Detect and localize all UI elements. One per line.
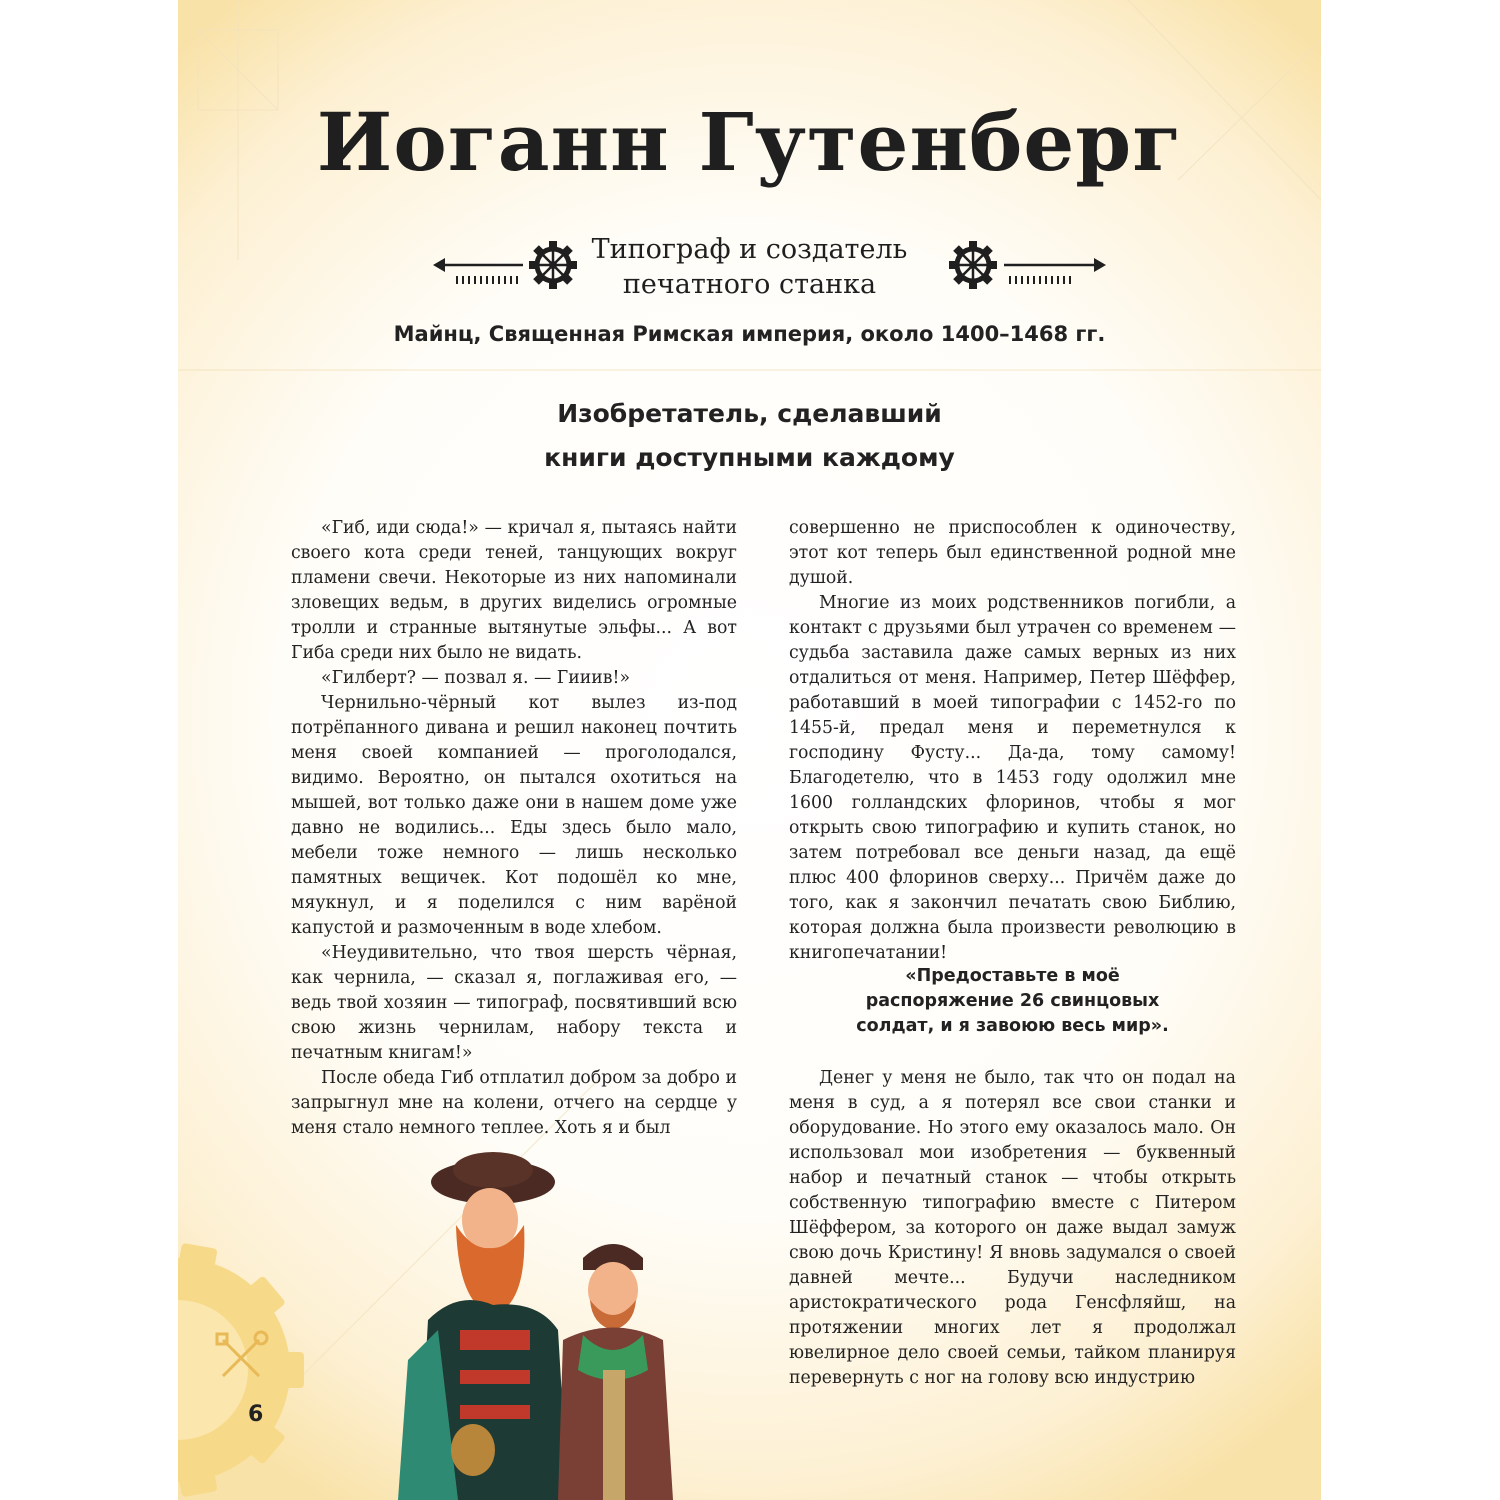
subtitle-line-2: печатного станка: [622, 269, 877, 300]
pull-quote: [789, 964, 1236, 1039]
book-page: [178, 0, 1321, 1500]
page-number: 6: [248, 1402, 264, 1427]
lead-line-1: Изобретатель, сделавший: [557, 399, 942, 428]
place-and-dates: Майнц, Священная Римская империя, около 1400–1468 гг.: [393, 322, 1106, 346]
paragraph: Многие из моих родственников погибли, а контакт с друзьями был утрачен со временем — судьба заставила даже самых верных из них отдалиться от меня. Например, Петер Шёффер, работавший в моей типографии с 1452-го по 1455-й, предал меня и переметнулся к господину Фусту... Да-да, тому самому! Благодетелю, что в 1453 году одолжил мне 1600 голландских флоринов, чтобы я мог открыть свою типографию и купить станок, но затем потребовал все деньги назад, да ещё плюс 400 флоринов сверху... Причём даже до того, как я закончил печатать свою Библию, которая должна была произвести революцию в книгопечатании!: [789, 593, 1236, 963]
quote-line-3: солдат, и я завоюю весь мир».: [856, 1016, 1169, 1036]
paragraph: «Неудивительно, что твоя шерсть чёрная, как чернила, — сказал я, поглаживая его, — ведь твой хозяин — типограф, посвятивший всю свою жизнь чернилам, набору текста и печатным книгам!»: [291, 943, 737, 1063]
corner-gear-decoration: [178, 1240, 308, 1500]
right-ornament: [948, 240, 1108, 290]
quote-line-1: «Предоставьте в моё: [905, 966, 1120, 986]
text-column-right-bottom: [789, 1066, 1236, 1391]
paragraph: Денег у меня не было, так что он подал на меня в суд, а я потерял все свои станки и оборудование. Но этого ему оказалось мало. Он использовал мои изобретения — буквенный набор и печатный станок — чтобы открыть собственную типографию вместе с Питером Шёффером, за которого он даже выдал замуж свою дочь Кристину! Я вновь задумался о своей давней мечте... Будучи наследником аристократического рода Генсфляйш, на протяжении многих лет я продолжал ювелирное дело своей семьи, тайком планируя перевернуть с ног на голову всю индустрию: [789, 1068, 1236, 1388]
paragraph: совершенно не приспособлен к одиночеству, этот кот теперь был единственной родной мне душой.: [789, 518, 1236, 588]
text-column-left: [291, 516, 737, 1141]
subtitle-line-1: Типограф и создатель: [591, 234, 908, 265]
quote-line-2: распоряжение 26 свинцовых: [865, 991, 1160, 1011]
gear-icon: [949, 241, 997, 289]
paragraph: После обеда Гиб отплатил добром за добро и запрыгнул мне на колени, отчего на сердце у меня стало немного теплее. Хоть я и был: [291, 1068, 737, 1138]
page-title: Иоганн Гутенберг: [316, 95, 1183, 189]
illustration-two-men: [398, 1130, 698, 1500]
subtitle: [178, 232, 1321, 302]
paragraph: «Гиб, иди сюда!» — кричал я, пытаясь найти своего кота среди теней, танцующих вокруг пламени свечи. Некоторые из них напоминали зловещих ведьм, в других виделись огромные тролли и странные вытянутые эльфы... А вот Гиба среди них было не видать.: [291, 518, 737, 663]
paragraph: «Гилберт? — позвал я. — Гииив!»: [321, 668, 631, 688]
paragraph: Чернильно-чёрный кот вылез из-под потрёпанного дивана и решил наконец почтить меня своей компанией — проголодался, видимо. Вероятно, он пытался охотиться на мышей, вот только даже они в нашем доме уже давно не водились... Еды здесь было мало, мебели тоже немного — лишь несколько памятных вещичек. Кот подошёл ко мне, мяукнул, и я поделился с ним варёной капустой и размоченным в воде хлебом.: [291, 693, 737, 938]
text-column-right-top: [789, 516, 1236, 966]
lead-line-2: книги доступными каждому: [544, 443, 955, 472]
lead-heading: [178, 392, 1321, 480]
arrow-right-icon: [1094, 258, 1106, 272]
